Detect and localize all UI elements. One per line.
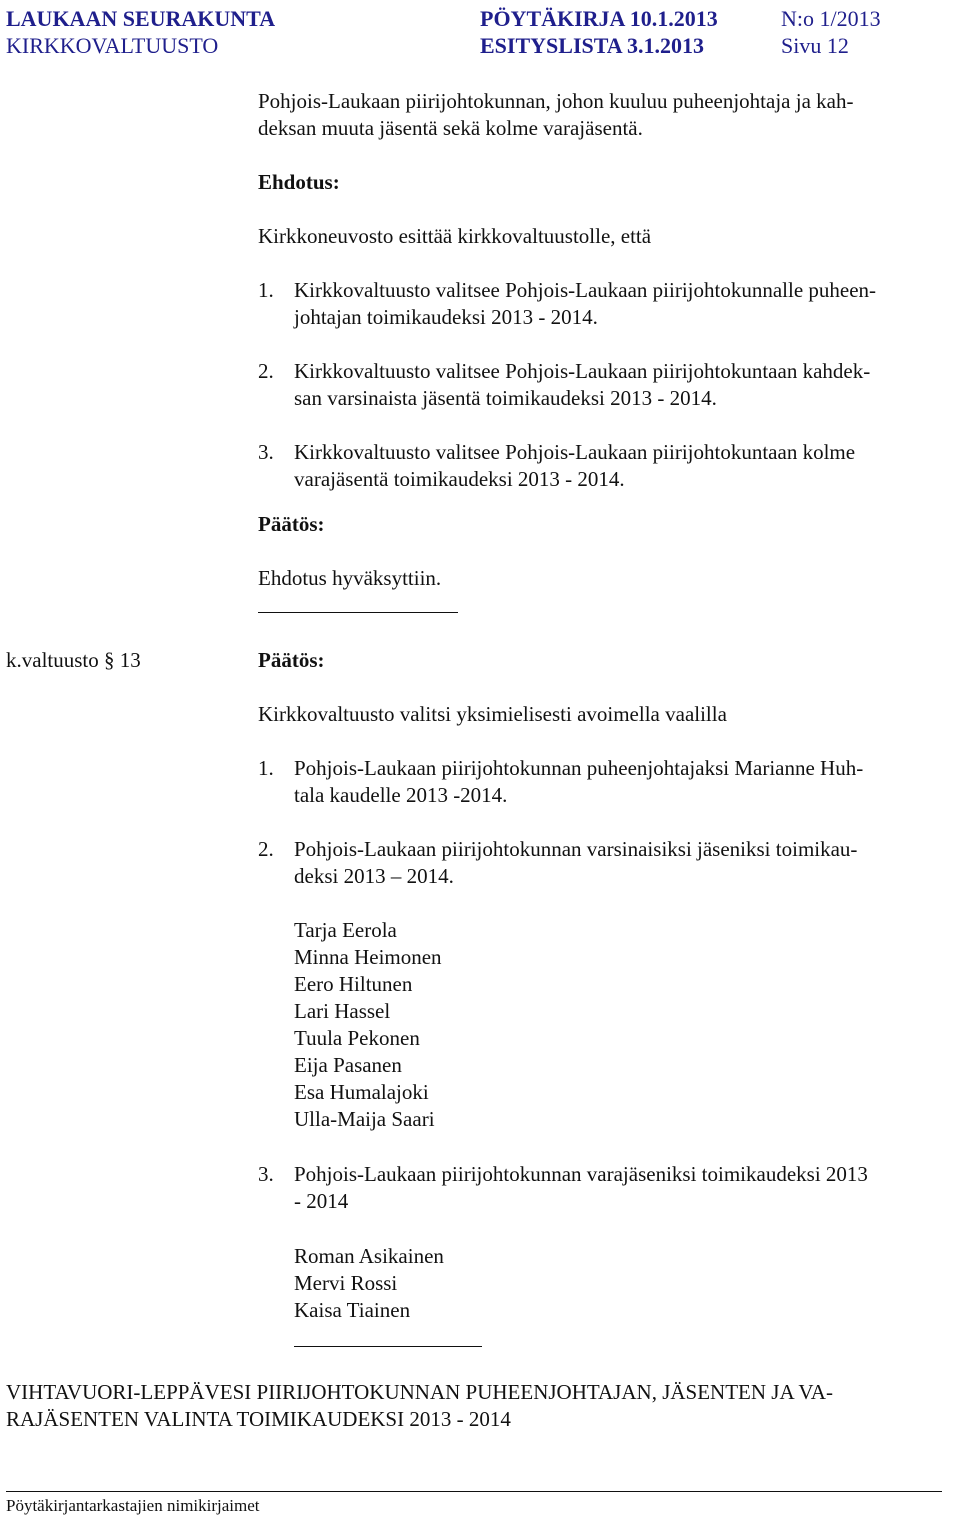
proposal-item-number: 3. — [258, 440, 274, 464]
deputy-name: Mervi Rossi — [294, 1271, 398, 1295]
decision-item-number: 1. — [258, 756, 274, 780]
decision-item-text: Pohjois-Laukaan piirijohtokunnan varajäseniksi toimikaudeksi 2013 — [294, 1162, 868, 1186]
section-title: VIHTAVUORI-LEPPÄVESI PIIRIJOHTOKUNNAN PUHEENJOHTAJAN, JÄSENTEN JA VA- — [6, 1380, 833, 1404]
member-name: Tarja Eerola — [294, 918, 397, 942]
agenda-date: ESITYSLISTA 3.1.2013 — [480, 33, 704, 58]
proposal-item-text: Kirkkovaltuusto valitsee Pohjois-Laukaan piirijohtokuntaan kahdek- — [294, 359, 871, 383]
section-reference: k.valtuusto § 13 — [6, 648, 141, 672]
minutes-date: PÖYTÄKIRJA 10.1.2013 — [480, 6, 718, 31]
section-title: RAJÄSENTEN VALINTA TOIMIKAUDEKSI 2013 - 2014 — [6, 1407, 511, 1431]
org-unit: KIRKKOVALTUUSTO — [6, 33, 219, 58]
proposal-heading: Ehdotus: — [258, 170, 340, 194]
proposal-item-text: johtajan toimikaudeksi 2013 - 2014. — [294, 305, 598, 329]
decision-item-text: Pohjois-Laukaan piirijohtokunnan puheenjohtajaksi Marianne Huh- — [294, 756, 864, 780]
document-number: N:o 1/2013 — [781, 6, 881, 31]
org-name: LAUKAAN SEURAKUNTA — [6, 6, 276, 31]
decision-item-number: 2. — [258, 837, 274, 861]
decision-item-text: deksi 2013 – 2014. — [294, 864, 454, 888]
member-name: Eero Hiltunen — [294, 972, 413, 996]
decision-item-text: tala kaudelle 2013 -2014. — [294, 783, 508, 807]
page-number: Sivu 12 — [781, 33, 849, 58]
intro-line: deksan muuta jäsentä sekä kolme varajäsentä. — [258, 116, 643, 140]
decision-lead: Kirkkovaltuusto valitsi yksimielisesti avoimella vaalilla — [258, 702, 727, 726]
proposal-item-text: Kirkkovaltuusto valitsee Pohjois-Laukaan piirijohtokuntaan kolme — [294, 440, 856, 464]
decision-heading: Päätös: — [258, 648, 325, 672]
member-name: Ulla-Maija Saari — [294, 1107, 435, 1131]
footer-rule — [6, 1491, 942, 1492]
footer-label: Pöytäkirjantarkastajien nimikirjaimet — [6, 1496, 260, 1515]
deputy-name: Roman Asikainen — [294, 1244, 444, 1268]
proposal-item-text: Kirkkovaltuusto valitsee Pohjois-Laukaan piirijohtokunnalle puheen- — [294, 278, 877, 302]
member-name: Tuula Pekonen — [294, 1026, 420, 1050]
deputy-name: Kaisa Tiainen — [294, 1298, 411, 1322]
decision-item-text: Pohjois-Laukaan piirijohtokunnan varsinaisiksi jäseniksi toimikau- — [294, 837, 858, 861]
proposal-item-text: varajäsentä toimikaudeksi 2013 - 2014. — [294, 467, 625, 491]
decision-item-text: - 2014 — [294, 1189, 349, 1213]
section-divider — [294, 1346, 482, 1347]
proposal-item-number: 2. — [258, 359, 274, 383]
proposal-lead: Kirkkoneuvosto esittää kirkkovaltuustolle, että — [258, 224, 652, 248]
member-name: Eija Pasanen — [294, 1053, 402, 1077]
member-name: Minna Heimonen — [294, 945, 442, 969]
intro-line: Pohjois-Laukaan piirijohtokunnan, johon kuuluu puheenjohtaja ja kah- — [258, 89, 854, 113]
decision-heading: Päätös: — [258, 512, 325, 536]
proposal-item-text: san varsinaista jäsentä toimikaudeksi 2013 - 2014. — [294, 386, 717, 410]
decision-text: Ehdotus hyväksyttiin. — [258, 566, 442, 590]
member-name: Esa Humalajoki — [294, 1080, 429, 1104]
member-name: Lari Hassel — [294, 999, 391, 1023]
decision-item-number: 3. — [258, 1162, 274, 1186]
proposal-item-number: 1. — [258, 278, 274, 302]
section-divider — [258, 612, 458, 613]
